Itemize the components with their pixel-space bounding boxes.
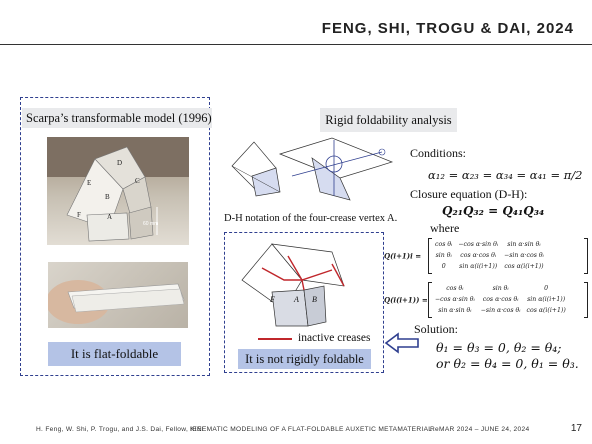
where-label: where <box>430 221 460 235</box>
scale-label: 60 mm <box>143 221 159 227</box>
fold-label-a: A <box>294 295 299 304</box>
fold-label-b: B <box>312 295 317 304</box>
closure-equation: Q₂₁Q₃₂ = Q₄₁Q₃₄ <box>442 204 545 218</box>
scarpa-model-title: Scarpa’s transformable model (1996) <box>22 108 212 128</box>
conditions-equation: α₁₂ = α₂₃ = α₃₄ = α₄₁ = π/2 <box>428 168 583 182</box>
solution-label: Solution: <box>414 322 459 336</box>
dh-caption: D-H notation of the four-crease vertex A. <box>224 213 398 224</box>
flat-folded-photo <box>48 262 188 328</box>
photo-label-e: E <box>87 179 92 187</box>
photo-label-a: A <box>107 213 113 221</box>
page-number: 17 <box>570 423 582 434</box>
flat-foldable-badge: It is flat-foldable <box>48 342 181 366</box>
not-rigidly-foldable-badge: It is not rigidly foldable <box>238 349 371 369</box>
fold-label-f: F <box>270 295 275 304</box>
solution-line-1: θ₁ = θ₃ = 0, θ₂ = θ₄; <box>436 340 562 355</box>
scarpa-model-photo <box>47 137 189 245</box>
photo-label-d: D <box>117 159 123 167</box>
rigid-foldability-title: Rigid foldability analysis <box>320 108 457 132</box>
photo-label-b: B <box>105 193 110 201</box>
matrix1-lhs: Q(i+1)i = <box>384 251 422 261</box>
photo-label-c: C <box>135 177 140 185</box>
footer-venue: ReMAR 2024 – JUNE 24, 2024 <box>430 426 530 433</box>
matrix2-lhs: Q(i(i+1)) = <box>384 295 428 305</box>
closure-label: Closure equation (D-H): <box>410 187 528 201</box>
footer-title: KINEMATIC MODELING OF A FLAT-FOLDABLE AUXETIC METAMATERIAL <box>190 426 433 433</box>
slide-header-title: FENG, SHI, TROGU & DAI, 2024 <box>321 20 574 37</box>
inactive-crease-legend-line <box>258 338 292 340</box>
footer-authors: H. Feng, W. Shi, P. Trogu, and J.S. Dai, Fellow, IEEE <box>36 426 207 433</box>
solution-line-2: or θ₂ = θ₄ = 0, θ₁ = θ₃. <box>436 356 579 371</box>
matrix-q-i1-i: Q(i+1)i = cos θᵢ −cos α·sin θᵢ sin α·sin θᵢ sin θᵢ cos α·cos θᵢ −sin α·cos θᵢ 0 sin α(i(i+1)) cos α(i(i+1)) <box>384 238 588 274</box>
inactive-crease-legend-label: inactive creases <box>298 332 371 344</box>
photo-label-f: F <box>77 211 81 219</box>
matrix-q-i-i1: Q(i(i+1)) = cos θᵢ sin θᵢ 0 −cos α·sin θᵢ cos α·cos θᵢ sin α(i(i+1)) sin α·sin θᵢ −sin α·cos θᵢ cos α(i(i+1)) <box>384 282 588 318</box>
inactive-crease-diagram <box>232 240 372 328</box>
dh-notation-diagram <box>222 136 402 208</box>
header-divider <box>0 44 592 45</box>
conditions-label: Conditions: <box>410 146 467 160</box>
